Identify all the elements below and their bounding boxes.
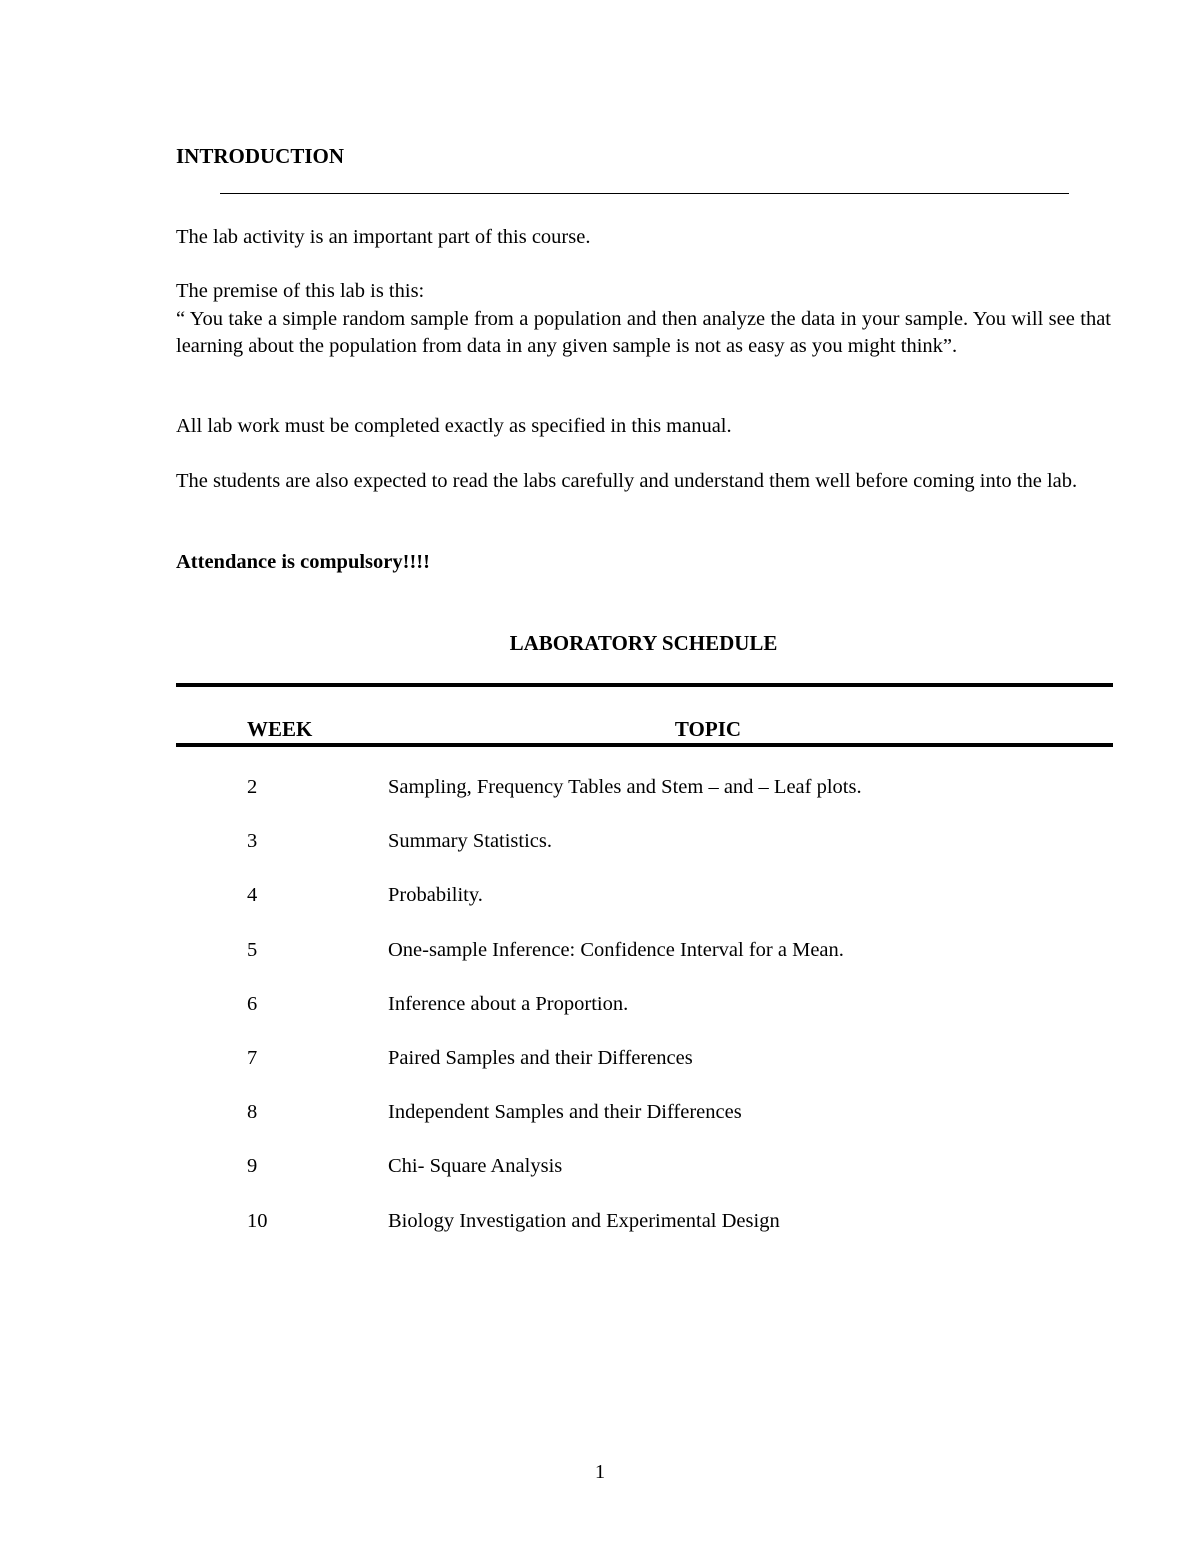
premise-line: The premise of this lab is this:: [176, 280, 425, 302]
introduction-heading: INTRODUCTION: [176, 144, 345, 168]
week-cell: 9: [247, 1155, 258, 1178]
intro-paragraph-3: All lab work must be completed exactly as specified in this manual.: [176, 415, 732, 437]
topic-cell: Summary Statistics.: [388, 830, 552, 853]
week-cell: 10: [247, 1209, 268, 1232]
table-row: [176, 1154, 1113, 1208]
week-cell: 8: [247, 1101, 258, 1124]
table-row: [176, 1046, 1113, 1100]
topic-cell: Biology Investigation and Experimental Design: [388, 1209, 780, 1232]
heading-divider: [220, 193, 1069, 194]
attendance-note: Attendance is compulsory!!!!: [176, 551, 430, 573]
topic-cell: Paired Samples and their Differences: [388, 1046, 693, 1069]
topic-cell: Sampling, Frequency Tables and Stem – and – Leaf plots.: [388, 776, 862, 798]
table-row: [176, 1100, 1113, 1154]
schedule-top-rule: [176, 683, 1113, 687]
week-cell: 4: [247, 884, 258, 907]
week-cell: 6: [247, 992, 258, 1015]
topic-cell: Inference about a Proportion.: [388, 992, 629, 1015]
table-row: [176, 775, 1113, 829]
intro-paragraph-2: [176, 278, 1111, 361]
topic-cell: One-sample Inference: Confidence Interval for a Mean.: [388, 938, 844, 961]
topic-column-header: TOPIC: [674, 717, 742, 741]
schedule-table-body: [176, 775, 1113, 1263]
table-row: [176, 1209, 1113, 1263]
table-row: [176, 829, 1113, 883]
intro-paragraph-1: The lab activity is an important part of this course.: [176, 226, 591, 248]
premise-quote: “ You take a simple random sample from a population and then analyze the data in your sample. You will see that learning about the population from data in any given sample is not as easy as you might think”.: [176, 307, 1111, 357]
topic-cell: Independent Samples and their Differences: [388, 1101, 742, 1124]
table-row: [176, 883, 1113, 937]
schedule-title: LABORATORY SCHEDULE: [509, 631, 778, 655]
week-cell: 3: [247, 830, 258, 853]
topic-cell: Probability.: [388, 884, 483, 907]
table-row: [176, 992, 1113, 1046]
schedule-header-rule: [176, 743, 1113, 747]
page-number: 1: [594, 1461, 606, 1483]
table-row: [176, 938, 1113, 992]
week-cell: 2: [247, 776, 258, 798]
week-cell: 5: [247, 938, 258, 961]
week-column-header: WEEK: [247, 717, 313, 741]
topic-cell: Chi- Square Analysis: [388, 1155, 563, 1178]
week-cell: 7: [247, 1046, 258, 1069]
intro-paragraph-4: The students are also expected to read the labs carefully and understand them well before coming into the lab.: [176, 470, 1078, 492]
